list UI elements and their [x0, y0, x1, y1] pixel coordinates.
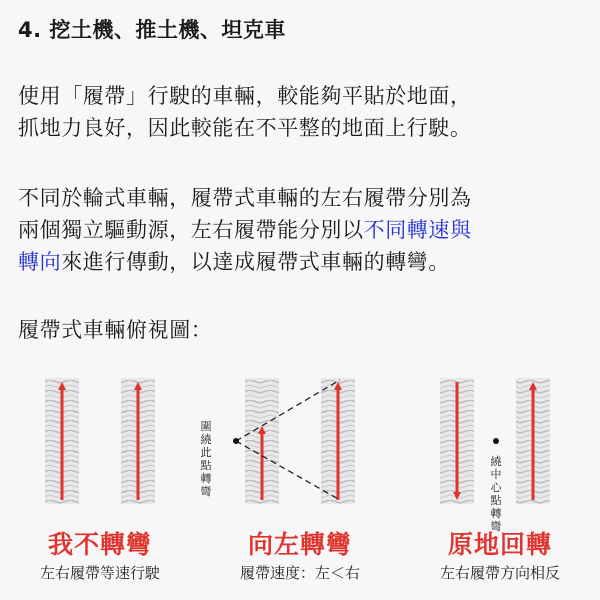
explanation-line-3-text: 來進行傳動，以達成履帶式車輛的轉彎。: [61, 250, 451, 274]
center-note-line: 繞中: [490, 455, 502, 481]
center-note-line: 心點: [490, 481, 502, 507]
center-note: [486, 455, 506, 533]
panel-title-spin: 原地回轉: [447, 530, 552, 559]
pivot-point-dot: [233, 438, 239, 444]
highlight-direction: 轉向: [18, 250, 62, 274]
intro-line-1: 使用「履帶」行駛的車輛，較能夠平貼於地面，: [18, 84, 472, 108]
pivot-note-line: 圍繞: [200, 420, 212, 446]
highlight-speed-direction: 不同轉速與: [363, 218, 472, 242]
center-note-line: 轉彎: [490, 507, 502, 533]
panel-title-turn-left: 向左轉彎: [247, 530, 352, 559]
pivot-note: [196, 420, 216, 498]
panel-turn-left: [233, 378, 355, 504]
intro-line-2: 抓地力良好，因此較能在不平整的地面上行駛。: [18, 116, 472, 140]
explanation-line-2-text: 兩個獨立驅動源，左右履帶能分別以: [18, 218, 364, 242]
panel-title-straight: 我不轉彎: [47, 530, 152, 559]
diagram-caption: 履帶式車輛俯視圖：: [18, 318, 213, 342]
explanation-line-1: 不同於輪式車輛，履帶式車輛的左右履帶分別為: [18, 186, 472, 210]
panel-subtitle-turn-left: 履帶速度：左＜右: [239, 564, 360, 582]
pivot-note-line: 此點: [200, 446, 212, 472]
panel-subtitle-spin: 左右履帶方向相反: [439, 564, 560, 582]
panel-straight: [45, 378, 155, 504]
panel-subtitle-straight: 左右履帶等速行駛: [39, 564, 160, 582]
section-heading: 4. 挖土機、推土機、坦克車: [18, 18, 286, 42]
center-point-dot: [493, 438, 499, 444]
pivot-note-line: 轉彎: [200, 472, 212, 498]
